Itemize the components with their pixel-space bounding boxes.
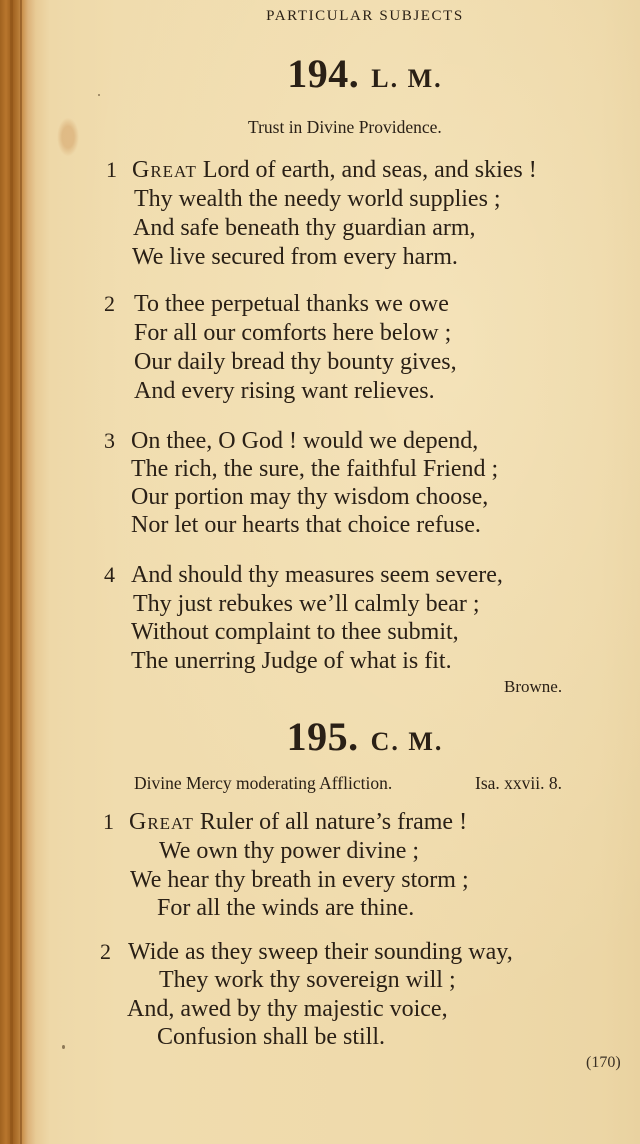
binding-edge <box>20 0 22 1144</box>
verse-line: And safe beneath thy guardian arm, <box>133 215 476 241</box>
verse-line: The rich, the sure, the faithful Friend ; <box>131 456 499 482</box>
verse-line: On thee, O God ! would we depend, <box>131 428 479 454</box>
hymn-author: Browne. <box>504 677 563 696</box>
verse-number: 1 <box>103 809 114 834</box>
verse-line: Thy just rebukes we’ll calmly bear ; <box>133 591 480 617</box>
verse-line: We live secured from every harm. <box>132 244 458 270</box>
verse-line: Wide as they sweep their sounding way, <box>128 939 513 965</box>
hymn-number: 194. <box>287 51 360 96</box>
hymn-meter: L. M. <box>371 64 443 93</box>
hymn-195-title <box>0 713 640 760</box>
hymn-subject: Trust in Divine Providence. <box>248 117 442 137</box>
hymn-subject: Divine Mercy moderating Affliction. <box>134 773 393 793</box>
running-head: PARTICULAR SUBJECTS <box>266 8 464 24</box>
verse-line: To thee perpetual thanks we owe <box>134 291 449 317</box>
hymn-number: 195. <box>286 714 359 759</box>
verse-line: For all the winds are thine. <box>157 895 415 921</box>
page-number: (170) <box>586 1054 621 1071</box>
verse-line: Our daily bread thy bounty gives, <box>134 349 457 375</box>
verse-line: And every rising want relieves. <box>134 378 435 404</box>
verse-line: Thy wealth the needy world supplies ; <box>134 186 501 212</box>
verse-line: The unerring Judge of what is fit. <box>131 648 452 674</box>
verse-line: We own thy power divine ; <box>159 838 420 864</box>
verse-number: 2 <box>100 939 111 964</box>
verse-line: And should thy measures seem severe, <box>131 562 503 588</box>
first-word-small-caps: Great <box>132 157 197 183</box>
verse-number: 4 <box>104 562 115 587</box>
verse-line: Our portion may thy wisdom choose, <box>131 484 489 510</box>
scripture-reference: Isa. xxvii. 8. <box>475 773 563 793</box>
paper-speck <box>62 1045 65 1049</box>
verse-line: They work thy sovereign will ; <box>159 967 456 993</box>
verse-line: Confusion shall be still. <box>157 1024 385 1050</box>
verse-line: And, awed by thy majestic voice, <box>127 996 448 1022</box>
hymn-meter: C. M. <box>370 727 444 756</box>
verse-line: Great Ruler of all nature’s frame ! <box>129 809 468 835</box>
verse-number: 2 <box>104 291 115 316</box>
first-word-small-caps: Great <box>129 809 194 835</box>
verse-line: For all our comforts here below ; <box>134 320 452 346</box>
verse-number: 1 <box>106 157 117 182</box>
binding-shadow <box>10 0 13 1144</box>
verse-line: Nor let our hearts that choice refuse. <box>131 512 481 538</box>
verse-line: We hear thy breath in every storm ; <box>130 867 469 893</box>
verse-line: Great Lord of earth, and seas, and skies ! <box>132 157 537 183</box>
verse-line: Without complaint to thee submit, <box>131 619 459 645</box>
verse-number: 3 <box>104 428 115 453</box>
hymn-194-title <box>0 50 640 97</box>
